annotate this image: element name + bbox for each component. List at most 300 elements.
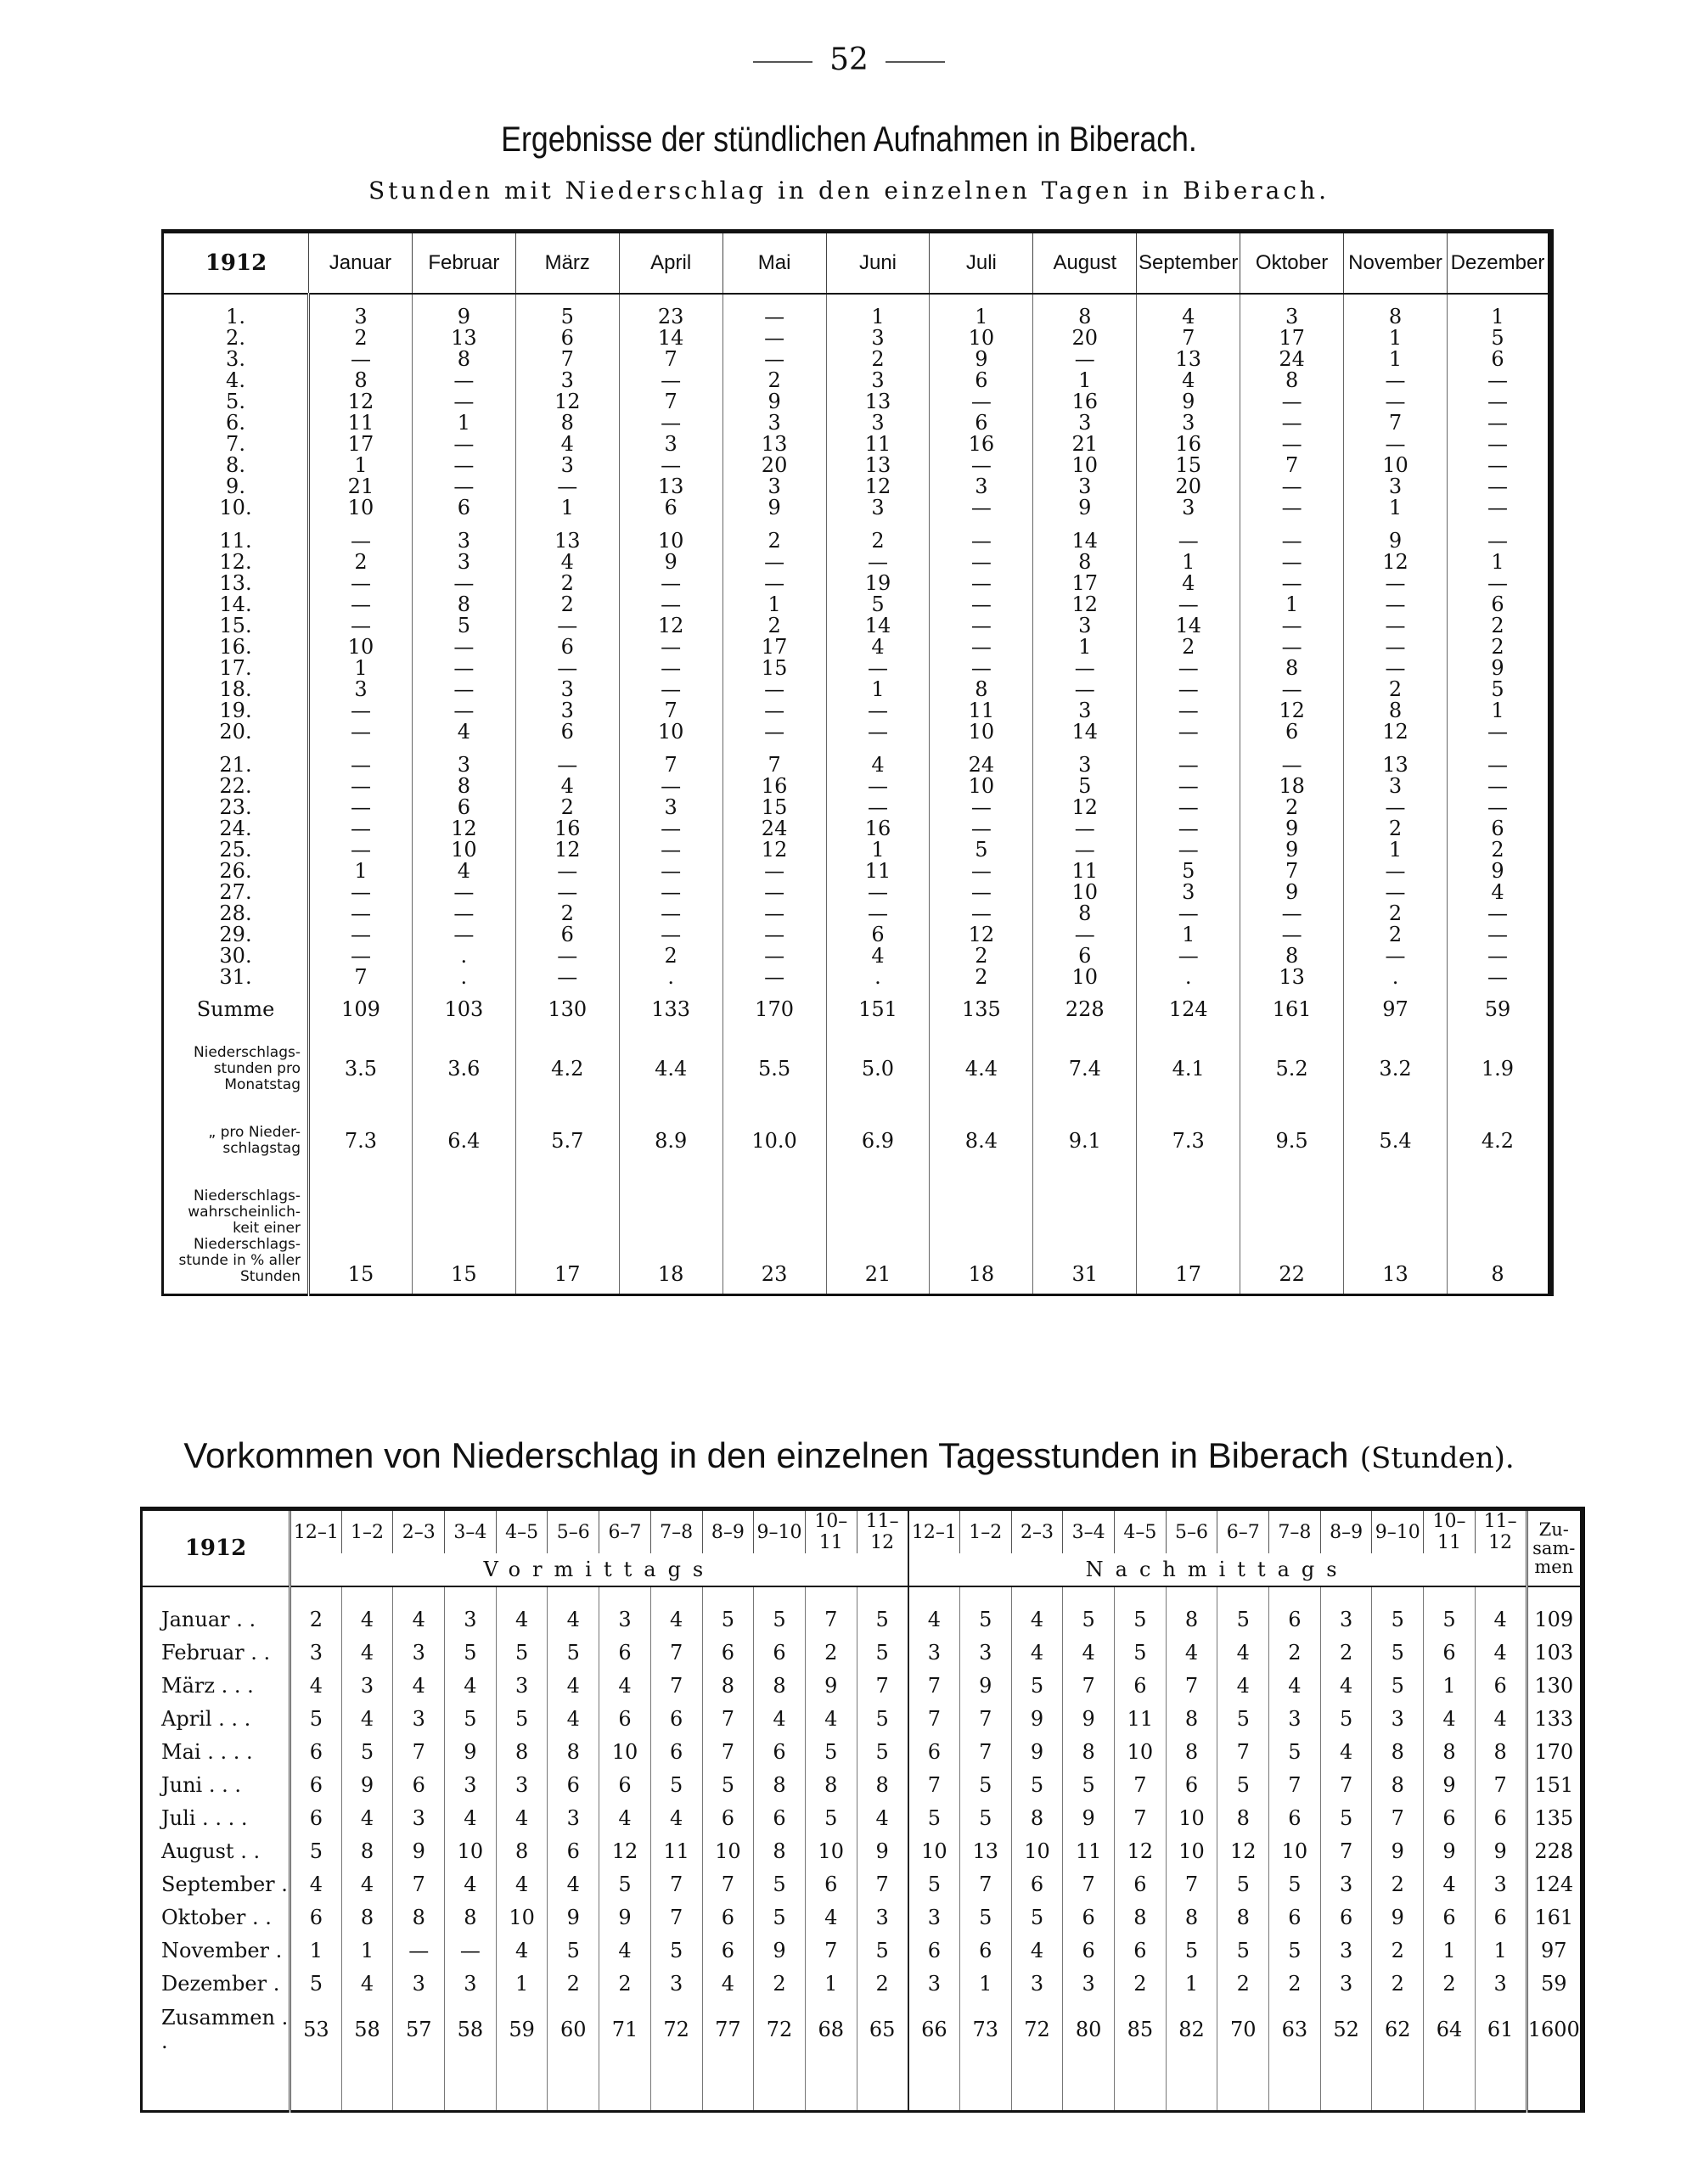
day-value-cell: 3	[826, 328, 930, 349]
day-value-cell: 6	[515, 721, 619, 743]
day-value-cell: 11	[309, 413, 413, 434]
hour-header: 2–3	[1011, 1509, 1063, 1554]
day-value-cell: —	[1447, 413, 1550, 434]
hour-value-cell: 4	[496, 1586, 548, 1636]
hour-header: 1–2	[959, 1509, 1011, 1554]
day-value-cell: —	[412, 434, 515, 455]
day-value-cell: 7	[619, 349, 722, 370]
hour-value-cell: 8	[702, 1669, 754, 1702]
month-total-cell: 228	[1527, 1834, 1583, 1867]
hour-value-cell: 4	[599, 1669, 651, 1702]
month-row	[142, 1636, 1583, 1669]
day-value-cell: 5	[1447, 679, 1550, 700]
hour-value-cell: 7	[1320, 1768, 1372, 1801]
hour-value-cell: 6	[702, 1934, 754, 1967]
summary-value-cell: 103	[412, 988, 515, 1030]
day-value-cell: 1	[1137, 924, 1240, 946]
day-value-cell: —	[722, 721, 826, 743]
hour-value-cell: 8	[341, 1900, 393, 1934]
summary-row	[163, 988, 1551, 1030]
hour-value-cell: 5	[908, 1867, 960, 1900]
day-value-cell: 7	[1240, 455, 1344, 476]
day-row	[163, 776, 1551, 797]
hour-value-cell: 2	[1115, 1967, 1167, 2000]
hour-value-cell: 2	[1424, 1967, 1476, 2000]
month-label: Mai . . . .	[142, 1735, 290, 1768]
hour-value-cell: 4	[290, 1669, 342, 1702]
day-value-cell: 13	[412, 328, 515, 349]
hour-value-cell: 10	[1115, 1735, 1167, 1768]
day-label: 29.	[163, 924, 309, 946]
month-row	[142, 1768, 1583, 1801]
month-header: Oktober	[1240, 232, 1344, 295]
day-value-cell: 13	[1137, 349, 1240, 370]
summary-value-cell: 130	[515, 988, 619, 1030]
hour-value-cell: 8	[754, 1834, 806, 1867]
summary-value-cell: 15	[412, 1175, 515, 1295]
hour-value-cell: 5	[599, 1867, 651, 1900]
hour-value-cell: 5	[908, 1801, 960, 1834]
hourly-precipitation-table	[140, 1507, 1585, 2113]
day-value-cell: 15	[1137, 455, 1240, 476]
table2-year: 1912	[142, 1509, 290, 1587]
day-value-cell: 9	[1447, 658, 1550, 679]
month-total-cell: 109	[1527, 1586, 1583, 1636]
day-value-cell: 3	[412, 552, 515, 573]
day-value-cell: 12	[515, 839, 619, 861]
day-value-cell: —	[412, 370, 515, 391]
day-value-cell: —	[309, 797, 413, 818]
hour-value-cell: 7	[1372, 1801, 1424, 1834]
day-value-cell: 1	[1447, 552, 1550, 573]
day-value-cell: 20	[1137, 476, 1240, 497]
day-value-cell: 10	[930, 721, 1033, 743]
hour-value-cell: 5	[857, 1702, 908, 1735]
summary-value-cell: 97	[1344, 988, 1448, 1030]
hour-header: 7–8	[650, 1509, 702, 1554]
hour-value-cell: 11	[1115, 1702, 1167, 1735]
hour-value-cell: 5	[1011, 1900, 1063, 1934]
month-header: Dezember	[1447, 232, 1550, 295]
hour-value-cell: 2	[1372, 1967, 1424, 2000]
hour-header: 8–9	[702, 1509, 754, 1554]
day-value-cell: —	[722, 861, 826, 882]
hour-value-cell: 4	[1166, 1636, 1217, 1669]
hour-value-cell: 3	[393, 1636, 445, 1669]
day-value-cell: 2	[309, 552, 413, 573]
summary-value-cell: 5.7	[515, 1107, 619, 1175]
hour-value-cell: 5	[1063, 1768, 1115, 1801]
day-value-cell: 3	[1033, 476, 1137, 497]
month-total-cell: 135	[1527, 1801, 1583, 1834]
day-value-cell: —	[1447, 497, 1550, 519]
hour-total-cell: 77	[702, 2000, 754, 2059]
day-value-cell: —	[412, 924, 515, 946]
hour-value-cell: 6	[702, 1636, 754, 1669]
summary-value-cell: 4.4	[930, 1030, 1033, 1107]
hour-value-cell: 9	[805, 1669, 857, 1702]
hour-value-cell: 5	[1320, 1702, 1372, 1735]
summary-label: „ pro Nieder-schlagstag	[163, 1107, 309, 1175]
summary-value-cell: 15	[309, 1175, 413, 1295]
day-value-cell: 8	[412, 776, 515, 797]
day-value-cell: .	[826, 967, 930, 988]
day-value-cell: —	[309, 946, 413, 967]
hour-value-cell: 5	[1372, 1669, 1424, 1702]
day-value-cell: —	[1447, 434, 1550, 455]
hour-value-cell: 1	[1424, 1669, 1476, 1702]
day-value-cell: —	[619, 924, 722, 946]
day-value-cell: —	[1447, 476, 1550, 497]
day-value-cell: 1	[309, 658, 413, 679]
table1-year: 1912	[163, 232, 309, 295]
day-value-cell: —	[930, 637, 1033, 658]
day-value-cell: —	[1240, 476, 1344, 497]
day-value-cell: —	[826, 903, 930, 924]
day-value-cell: —	[1447, 797, 1550, 818]
day-value-cell: 13	[1344, 755, 1448, 776]
hour-value-cell: 8	[496, 1834, 548, 1867]
hour-value-cell: 6	[1115, 1669, 1167, 1702]
day-value-cell: 18	[1240, 776, 1344, 797]
day-value-cell: 12	[826, 476, 930, 497]
hour-value-cell: 7	[702, 1702, 754, 1735]
day-value-cell: .	[412, 967, 515, 988]
day-label: 18.	[163, 679, 309, 700]
month-label: Oktober . .	[142, 1900, 290, 1934]
month-header: September	[1137, 232, 1240, 295]
month-header: Mai	[722, 232, 826, 295]
hour-value-cell: 4	[754, 1702, 806, 1735]
table2-title	[0, 1434, 1698, 1476]
hour-value-cell: 9	[754, 1934, 806, 1967]
day-value-cell: 17	[1033, 573, 1137, 594]
day-value-cell: 10	[930, 328, 1033, 349]
day-row	[163, 924, 1551, 946]
hour-value-cell: 9	[1372, 1900, 1424, 1934]
hour-total-cell: 65	[857, 2000, 908, 2059]
day-value-cell: —	[1447, 776, 1550, 797]
day-row	[163, 818, 1551, 839]
day-value-cell: 10	[309, 497, 413, 519]
month-row	[142, 1834, 1583, 1867]
day-value-cell: —	[412, 679, 515, 700]
day-value-cell: 9	[1240, 882, 1344, 903]
day-value-cell: 6	[412, 797, 515, 818]
day-value-cell: 2	[1447, 615, 1550, 637]
day-value-cell: 4	[515, 552, 619, 573]
day-label: 6.	[163, 413, 309, 434]
day-value-cell: —	[1137, 755, 1240, 776]
hour-value-cell: 5	[1217, 1702, 1269, 1735]
day-value-cell: 4	[826, 637, 930, 658]
day-value-cell: 24	[930, 755, 1033, 776]
day-value-cell: 3	[515, 455, 619, 476]
day-row	[163, 552, 1551, 573]
day-value-cell: 5	[1137, 861, 1240, 882]
day-value-cell: —	[1033, 839, 1137, 861]
day-value-cell: —	[309, 573, 413, 594]
summary-value-cell: 5.5	[722, 1030, 826, 1107]
summary-value-cell: 8.4	[930, 1107, 1033, 1175]
hour-value-cell: 8	[805, 1768, 857, 1801]
day-value-cell: —	[1240, 924, 1344, 946]
month-row	[142, 1934, 1583, 1967]
month-header: Januar	[309, 232, 413, 295]
hour-value-cell: 1	[496, 1967, 548, 2000]
hour-value-cell: 6	[1475, 1669, 1527, 1702]
day-value-cell: —	[619, 658, 722, 679]
summary-value-cell: 6.4	[412, 1107, 515, 1175]
day-value-cell: —	[1447, 573, 1550, 594]
hour-value-cell: 2	[1320, 1636, 1372, 1669]
month-label: November .	[142, 1934, 290, 1967]
hour-value-cell: 4	[1011, 1934, 1063, 1967]
day-row	[163, 797, 1551, 818]
hour-value-cell: 7	[1115, 1801, 1167, 1834]
day-value-cell: —	[1240, 413, 1344, 434]
hour-value-cell: 4	[599, 1934, 651, 1967]
hour-value-cell: 6	[1424, 1900, 1476, 1934]
hour-value-cell: 8	[1217, 1900, 1269, 1934]
day-value-cell: 10	[412, 839, 515, 861]
day-value-cell: —	[515, 615, 619, 637]
hour-value-cell: 4	[1424, 1867, 1476, 1900]
day-value-cell: —	[619, 839, 722, 861]
hour-value-cell: 5	[959, 1586, 1011, 1636]
hour-value-cell: 6	[650, 1735, 702, 1768]
day-value-cell: 2	[1344, 903, 1448, 924]
day-value-cell: —	[722, 946, 826, 967]
hour-value-cell: 8	[1115, 1900, 1167, 1934]
day-value-cell: 7	[1240, 861, 1344, 882]
hour-value-cell: 6	[548, 1768, 599, 1801]
day-row	[163, 531, 1551, 552]
summary-value-cell: 7.3	[1137, 1107, 1240, 1175]
day-value-cell: —	[515, 946, 619, 967]
hour-value-cell: 5	[1269, 1735, 1321, 1768]
hour-value-cell: 5	[702, 1768, 754, 1801]
day-label: 31.	[163, 967, 309, 988]
hour-value-cell: 5	[857, 1934, 908, 1967]
day-value-cell: 8	[1344, 700, 1448, 721]
day-value-cell: 6	[1447, 818, 1550, 839]
hour-value-cell: 5	[702, 1586, 754, 1636]
hour-value-cell: 4	[548, 1586, 599, 1636]
day-value-cell: —	[1240, 615, 1344, 637]
day-row	[163, 434, 1551, 455]
day-value-cell: —	[1344, 594, 1448, 615]
hour-value-cell: 8	[393, 1900, 445, 1934]
hour-value-cell: 4	[908, 1586, 960, 1636]
summary-value-cell: 161	[1240, 988, 1344, 1030]
day-value-cell: 6	[930, 370, 1033, 391]
hour-value-cell: 8	[1166, 1900, 1217, 1934]
hour-value-cell: 6	[1115, 1934, 1167, 1967]
day-row	[163, 455, 1551, 476]
day-label: 15.	[163, 615, 309, 637]
hour-value-cell: 6	[1269, 1801, 1321, 1834]
day-label: 26.	[163, 861, 309, 882]
month-total-cell: 161	[1527, 1900, 1583, 1934]
day-value-cell: 6	[515, 924, 619, 946]
hour-value-cell: 4	[496, 1934, 548, 1967]
hour-value-cell: 3	[496, 1768, 548, 1801]
hour-header: 9–10	[754, 1509, 806, 1554]
hour-value-cell: 5	[548, 1934, 599, 1967]
hour-value-cell: 7	[857, 1669, 908, 1702]
hour-header: 7–8	[1269, 1509, 1321, 1554]
day-value-cell: 12	[1240, 700, 1344, 721]
day-row	[163, 306, 1551, 328]
summary-value-cell: 21	[826, 1175, 930, 1295]
hour-value-cell: 5	[1320, 1801, 1372, 1834]
month-label: Januar . .	[142, 1586, 290, 1636]
day-value-cell: 14	[619, 328, 722, 349]
day-value-cell: 24	[722, 818, 826, 839]
hour-value-cell: 6	[1115, 1867, 1167, 1900]
hour-value-cell: 11	[1063, 1834, 1115, 1867]
day-value-cell: —	[722, 967, 826, 988]
day-value-cell: —	[826, 882, 930, 903]
summary-label: Summe	[163, 988, 309, 1030]
month-header: Juli	[930, 232, 1033, 295]
day-value-cell: 20	[722, 455, 826, 476]
hour-value-cell: 7	[1166, 1867, 1217, 1900]
hour-total-cell: 62	[1372, 2000, 1424, 2059]
hour-value-cell: 7	[1166, 1669, 1217, 1702]
summary-value-cell: 13	[1344, 1175, 1448, 1295]
day-value-cell: —	[1447, 924, 1550, 946]
day-value-cell: —	[930, 594, 1033, 615]
hour-value-cell: 7	[1063, 1669, 1115, 1702]
summary-row	[163, 1107, 1551, 1175]
hour-header: 9–10	[1372, 1509, 1424, 1554]
day-label: 11.	[163, 531, 309, 552]
day-value-cell: 9	[930, 349, 1033, 370]
hour-value-cell: 9	[959, 1669, 1011, 1702]
day-value-cell: 3	[619, 434, 722, 455]
day-value-cell: —	[1344, 946, 1448, 967]
hour-value-cell: 6	[1424, 1636, 1476, 1669]
day-value-cell: 7	[619, 700, 722, 721]
day-value-cell: 1	[826, 839, 930, 861]
day-value-cell: 9	[1240, 839, 1344, 861]
day-value-cell: 2	[1447, 839, 1550, 861]
day-value-cell: —	[1240, 755, 1344, 776]
hour-value-cell: 3	[1320, 1867, 1372, 1900]
hour-value-cell: 3	[1475, 1867, 1527, 1900]
hour-value-cell: 4	[393, 1586, 445, 1636]
day-value-cell: —	[1033, 349, 1137, 370]
hour-value-cell: 6	[1475, 1900, 1527, 1934]
hour-value-cell: 9	[1063, 1801, 1115, 1834]
hour-value-cell: 9	[548, 1900, 599, 1934]
hour-header: 3–4	[445, 1509, 497, 1554]
hour-value-cell: 7	[650, 1636, 702, 1669]
day-value-cell: —	[1137, 797, 1240, 818]
day-value-cell: 14	[1033, 721, 1137, 743]
hour-value-cell: 7	[1269, 1768, 1321, 1801]
day-value-cell: —	[1137, 679, 1240, 700]
day-row	[163, 861, 1551, 882]
day-value-cell: 6	[515, 328, 619, 349]
hour-value-cell: 5	[496, 1702, 548, 1735]
hour-value-cell: 6	[290, 1801, 342, 1834]
day-value-cell: 3	[722, 476, 826, 497]
afternoon-label: Nachmittags	[908, 1553, 1527, 1586]
day-value-cell: 1	[1033, 370, 1137, 391]
hour-value-cell: 9	[1372, 1834, 1424, 1867]
day-value-cell: —	[722, 552, 826, 573]
summary-value-cell: 4.2	[1447, 1107, 1550, 1175]
hour-value-cell: 3	[908, 1967, 960, 2000]
day-value-cell: 9	[1137, 391, 1240, 413]
day-label: 8.	[163, 455, 309, 476]
hour-value-cell: 6	[754, 1636, 806, 1669]
day-value-cell: —	[1033, 679, 1137, 700]
day-label: 14.	[163, 594, 309, 615]
day-value-cell: 7	[1137, 328, 1240, 349]
day-value-cell: —	[1447, 370, 1550, 391]
day-value-cell: 6	[1447, 594, 1550, 615]
month-label: April . . .	[142, 1702, 290, 1735]
hour-value-cell: 6	[805, 1867, 857, 1900]
page-number-line	[0, 42, 1698, 77]
day-row	[163, 349, 1551, 370]
summary-value-cell: 3.6	[412, 1030, 515, 1107]
hour-value-cell: 8	[1372, 1768, 1424, 1801]
hour-value-cell: 6	[290, 1768, 342, 1801]
day-row	[163, 615, 1551, 637]
totals-row	[142, 2000, 1583, 2059]
day-label: 28.	[163, 903, 309, 924]
hour-value-cell: 4	[1011, 1586, 1063, 1636]
hour-value-cell: 4	[650, 1801, 702, 1834]
day-value-cell: —	[515, 755, 619, 776]
day-value-cell: 9	[619, 552, 722, 573]
day-value-cell: 3	[619, 797, 722, 818]
day-value-cell: 2	[826, 531, 930, 552]
hour-value-cell: 1	[959, 1967, 1011, 2000]
hour-value-cell: 7	[702, 1735, 754, 1768]
hour-value-cell: 5	[857, 1636, 908, 1669]
hour-value-cell: 6	[959, 1934, 1011, 1967]
hour-value-cell: 4	[290, 1867, 342, 1900]
day-value-cell: —	[826, 658, 930, 679]
hour-value-cell: 9	[445, 1735, 497, 1768]
day-row	[163, 839, 1551, 861]
hour-value-cell: 4	[702, 1967, 754, 2000]
hour-value-cell: 2	[1269, 1636, 1321, 1669]
day-value-cell: 12	[722, 839, 826, 861]
hour-header: 1–2	[341, 1509, 393, 1554]
day-value-cell: 7	[619, 755, 722, 776]
day-value-cell: 2	[930, 946, 1033, 967]
hour-value-cell: 6	[290, 1900, 342, 1934]
hour-value-cell: 5	[754, 1867, 806, 1900]
hour-value-cell: 3	[445, 1586, 497, 1636]
day-value-cell: —	[619, 637, 722, 658]
day-value-cell: 12	[1344, 721, 1448, 743]
hour-value-cell: 9	[341, 1768, 393, 1801]
hour-header: 6–7	[1217, 1509, 1269, 1554]
day-value-cell: —	[1344, 434, 1448, 455]
hour-value-cell: 3	[548, 1801, 599, 1834]
day-value-cell: 1	[722, 594, 826, 615]
day-value-cell: 16	[930, 434, 1033, 455]
day-value-cell: 2	[1344, 924, 1448, 946]
